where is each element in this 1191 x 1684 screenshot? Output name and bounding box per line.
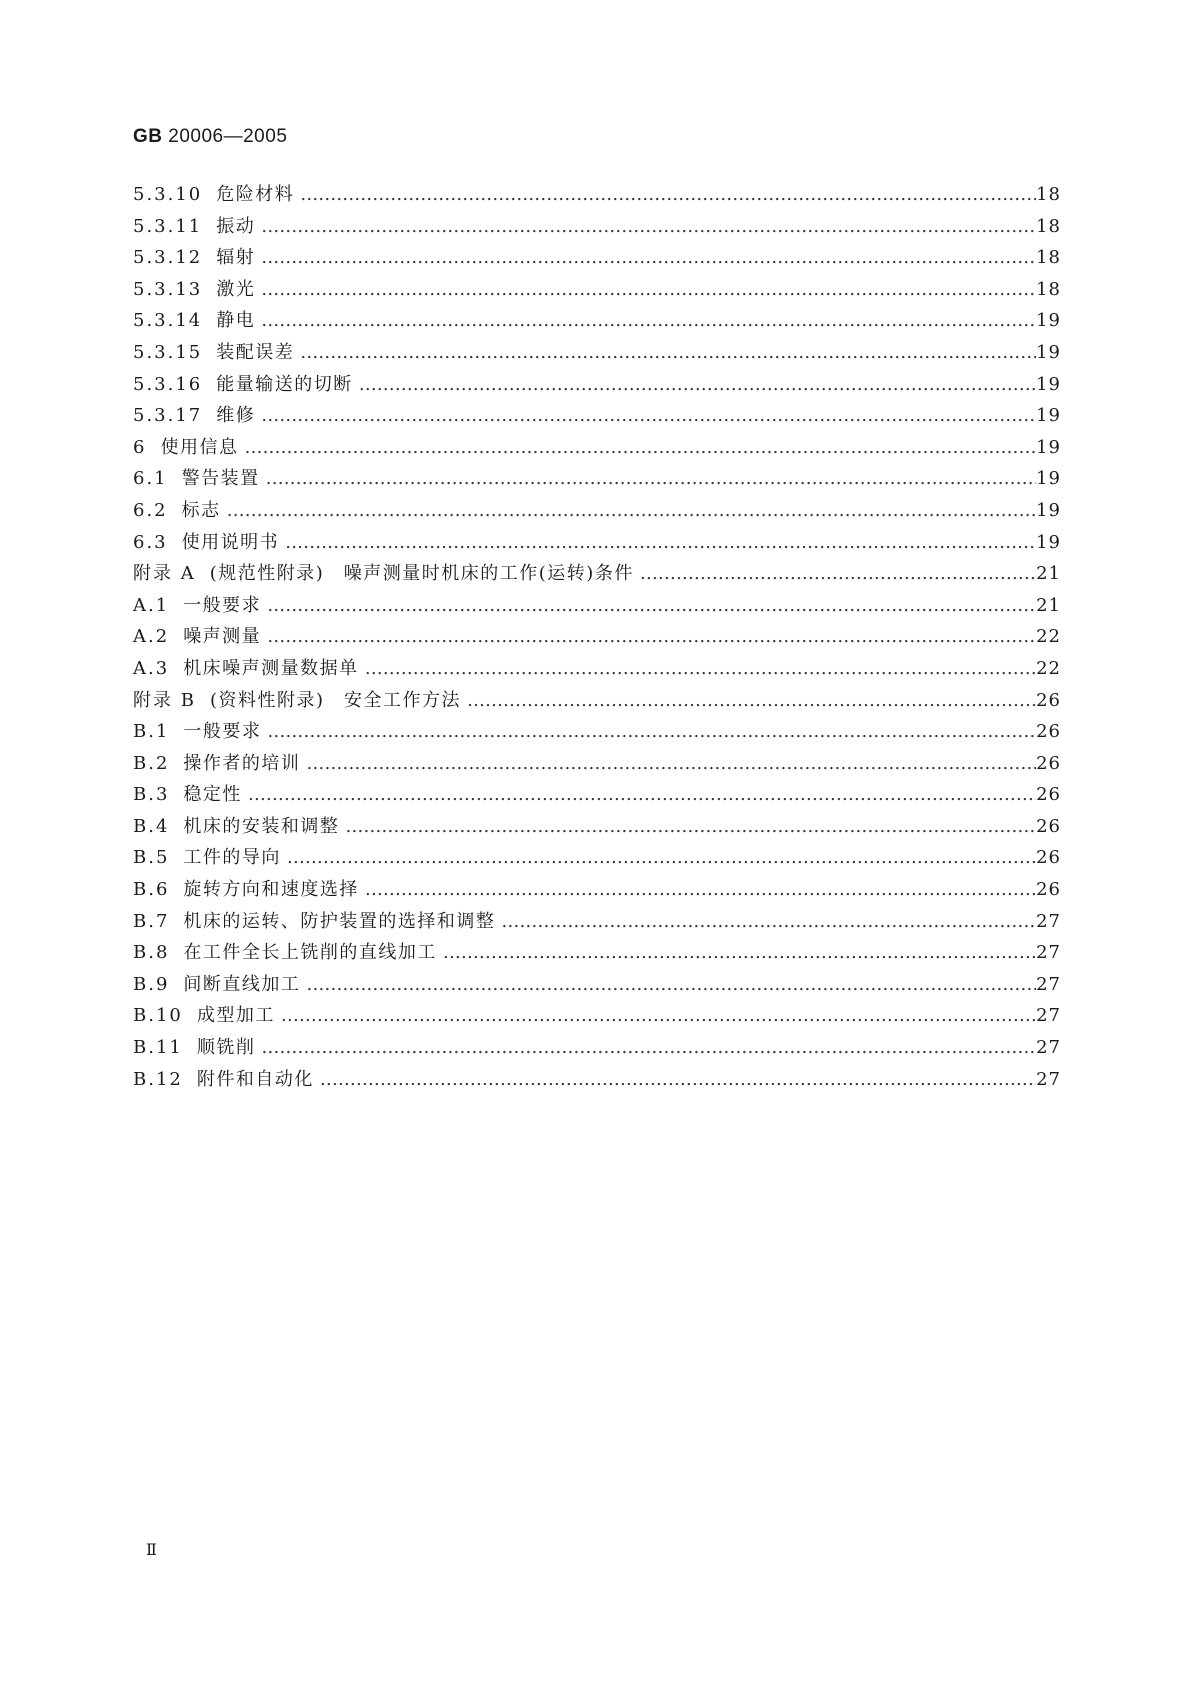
toc-entry-number: 5.3.14	[133, 310, 203, 332]
toc-dot-leader	[300, 974, 1036, 995]
toc-entry[interactable]	[133, 1001, 1061, 1033]
toc-entry-number: 附录 B	[133, 689, 196, 711]
toc-entry-page: 21	[1036, 563, 1061, 585]
toc-entry-title: (资料性附录) 安全工作方法	[209, 689, 461, 711]
toc-entry[interactable]	[133, 1065, 1061, 1097]
toc-entry-title: 一般要求	[183, 721, 262, 743]
toc-entry-title: 附件和自动化	[196, 1068, 314, 1090]
toc-entry-number: 5.3.17	[133, 405, 203, 427]
toc-entry-title: 辐射	[216, 247, 256, 269]
toc-dot-leader	[255, 310, 1036, 331]
toc-dot-leader	[339, 816, 1036, 837]
toc-entry-page: 18	[1036, 215, 1061, 237]
toc-entry-title: 稳定性	[183, 784, 242, 806]
toc-entry[interactable]	[133, 180, 1061, 212]
toc-dot-leader	[238, 437, 1036, 458]
page-number: Ⅱ	[146, 1540, 157, 1559]
toc-entry-page: 26	[1036, 879, 1061, 901]
toc-entry-page: 26	[1036, 689, 1061, 711]
toc-entry[interactable]	[133, 275, 1061, 307]
toc-entry-page: 21	[1036, 594, 1061, 616]
toc-entry[interactable]	[133, 528, 1061, 560]
toc-dot-leader	[437, 942, 1036, 963]
toc-entry-number: B.12	[133, 1068, 183, 1090]
toc-entry-page: 19	[1036, 310, 1061, 332]
toc-entry-number: B.1	[133, 721, 170, 743]
toc-entry-number: A.2	[133, 626, 170, 648]
toc-entry-number: B.7	[133, 910, 170, 932]
toc-entry-page: 26	[1036, 784, 1061, 806]
toc-entry[interactable]	[133, 1033, 1061, 1065]
toc-entry[interactable]	[133, 749, 1061, 781]
toc-entry-number: 5.3.11	[133, 215, 203, 237]
toc-entry-number: 6.3	[133, 531, 168, 553]
toc-dot-leader	[279, 532, 1036, 553]
toc-entry-number: A.3	[133, 657, 170, 679]
toc-entry[interactable]	[133, 686, 1061, 718]
toc-entry-title: 噪声测量	[183, 626, 262, 648]
toc-entry-title: 振动	[216, 215, 256, 237]
toc-entry[interactable]	[133, 907, 1061, 939]
toc-entry-title: 一般要求	[183, 594, 262, 616]
toc-dot-leader	[255, 1037, 1036, 1058]
toc-entry-number: A.1	[133, 594, 170, 616]
toc-entry-title: 机床噪声测量数据单	[183, 657, 359, 679]
toc-dot-leader	[255, 405, 1036, 426]
toc-entry-title: 间断直线加工	[183, 973, 301, 995]
toc-entry-title: 危险材料	[216, 184, 295, 205]
toc-entry[interactable]	[133, 370, 1061, 402]
toc-entry[interactable]	[133, 559, 1061, 591]
toc-entry[interactable]	[133, 401, 1061, 433]
toc-entry-title: 机床的运转、防护装置的选择和调整	[183, 910, 496, 932]
toc-entry-page: 27	[1036, 973, 1061, 995]
toc-entry-title: 激光	[216, 278, 256, 300]
toc-entry-number: 6.2	[133, 499, 168, 521]
toc-entry-page: 19	[1036, 531, 1061, 553]
toc-entry-number: 5.3.10	[133, 184, 203, 205]
toc-entry-number: 5.3.16	[133, 373, 203, 395]
toc-entry-title: (规范性附录) 噪声测量时机床的工作(运转)条件	[209, 563, 634, 585]
toc-entry[interactable]	[133, 243, 1061, 275]
toc-entry[interactable]	[133, 433, 1061, 465]
toc-entry-page: 18	[1036, 184, 1061, 205]
toc-dot-leader	[461, 690, 1036, 711]
toc-entry-number: B.11	[133, 1037, 183, 1059]
toc-entry[interactable]	[133, 496, 1061, 528]
toc-entry[interactable]	[133, 812, 1061, 844]
toc-entry-title: 警告装置	[181, 468, 260, 490]
toc-entry-title: 顺铣削	[196, 1037, 256, 1059]
toc-entry-title: 维修	[216, 405, 256, 427]
toc-entry-number: 5.3.15	[133, 341, 203, 363]
toc-entry-number: 5.3.12	[133, 247, 203, 269]
toc-dot-leader	[359, 879, 1036, 900]
toc-entry-page: 22	[1036, 626, 1061, 648]
toc-entry[interactable]	[133, 843, 1061, 875]
toc-entry[interactable]	[133, 717, 1061, 749]
toc-entry-title: 在工件全长上铣削的直线加工	[183, 942, 437, 964]
toc-dot-leader	[261, 721, 1036, 742]
toc-entry[interactable]	[133, 306, 1061, 338]
toc-entry[interactable]	[133, 970, 1061, 1002]
toc-entry-page: 26	[1036, 815, 1061, 837]
toc-dot-leader	[281, 847, 1036, 868]
toc-entry-page: 19	[1036, 373, 1061, 395]
toc-entry[interactable]	[133, 654, 1061, 686]
toc-entry-page: 27	[1036, 942, 1061, 964]
toc-entry[interactable]	[133, 464, 1061, 496]
toc-entry-title: 操作者的培训	[183, 752, 301, 774]
toc-entry-page: 19	[1036, 436, 1061, 458]
toc-entry-title: 使用信息	[160, 436, 239, 458]
toc-entry-title: 使用说明书	[181, 531, 280, 553]
toc-entry-page: 27	[1036, 1005, 1061, 1027]
toc-dot-leader	[294, 342, 1036, 363]
toc-entry[interactable]	[133, 780, 1061, 812]
toc-dot-leader	[294, 184, 1036, 205]
toc-entry-number: B.5	[133, 847, 170, 869]
toc-entry-page: 27	[1036, 910, 1061, 932]
toc-entry-page: 27	[1036, 1037, 1061, 1059]
toc-entry-title: 标志	[181, 499, 221, 521]
toc-dot-leader	[260, 468, 1036, 489]
toc-dot-leader	[359, 658, 1036, 679]
toc-entry-page: 18	[1036, 247, 1061, 269]
toc-entry-page: 27	[1036, 1068, 1061, 1090]
toc-entry[interactable]	[133, 938, 1061, 970]
toc-entry-page: 26	[1036, 847, 1061, 869]
toc-entry-number: 6	[133, 436, 147, 458]
toc-entry-number: B.9	[133, 973, 170, 995]
toc-entry-number: B.8	[133, 942, 170, 964]
toc-entry-page: 19	[1036, 499, 1061, 521]
toc-entry[interactable]	[133, 338, 1061, 370]
toc-entry-title: 静电	[216, 310, 256, 332]
toc-entry-title: 旋转方向和速度选择	[183, 879, 359, 901]
toc-entry[interactable]	[133, 212, 1061, 244]
toc-dot-leader	[495, 911, 1036, 932]
toc-entry-number: 5.3.13	[133, 278, 203, 300]
toc-entry-number: B.10	[133, 1005, 183, 1027]
toc-entry-page: 19	[1036, 405, 1061, 427]
toc-entry-page: 18	[1036, 278, 1061, 300]
toc-dot-leader	[261, 595, 1036, 616]
table-of-contents	[133, 180, 1061, 1096]
toc-entry-number: 6.1	[133, 468, 168, 490]
toc-entry-number: B.4	[133, 815, 170, 837]
toc-dot-leader	[221, 500, 1036, 521]
toc-entry-page: 26	[1036, 752, 1061, 774]
toc-entry-number: B.3	[133, 784, 170, 806]
toc-entry-page: 19	[1036, 468, 1061, 490]
toc-entry-page: 22	[1036, 657, 1061, 679]
toc-dot-leader	[261, 626, 1036, 647]
standard-code: GB	[133, 126, 163, 147]
toc-dot-leader	[300, 753, 1036, 774]
toc-entry-title: 工件的导向	[183, 847, 281, 869]
toc-entry-page: 19	[1036, 341, 1061, 363]
toc-dot-leader	[353, 374, 1036, 395]
standard-number: 20006—2005	[168, 126, 288, 147]
toc-entry-number: B.2	[133, 752, 170, 774]
toc-dot-leader	[275, 1005, 1036, 1026]
toc-dot-leader	[255, 247, 1036, 268]
toc-entry[interactable]	[133, 875, 1061, 907]
toc-dot-leader	[255, 279, 1036, 300]
toc-entry-page: 26	[1036, 721, 1061, 743]
toc-entry-title: 成型加工	[196, 1005, 275, 1027]
toc-dot-leader	[634, 563, 1036, 584]
toc-dot-leader	[314, 1069, 1036, 1090]
toc-entry-title: 装配误差	[216, 341, 295, 363]
toc-entry-title: 机床的安装和调整	[183, 815, 340, 837]
toc-entry-number: B.6	[133, 879, 170, 901]
document-header	[133, 126, 287, 148]
toc-entry-title: 能量输送的切断	[216, 373, 353, 395]
toc-dot-leader	[242, 784, 1036, 805]
toc-dot-leader	[255, 216, 1036, 237]
toc-entry[interactable]	[133, 591, 1061, 623]
toc-entry[interactable]	[133, 622, 1061, 654]
toc-entry-number: 附录 A	[133, 563, 196, 585]
